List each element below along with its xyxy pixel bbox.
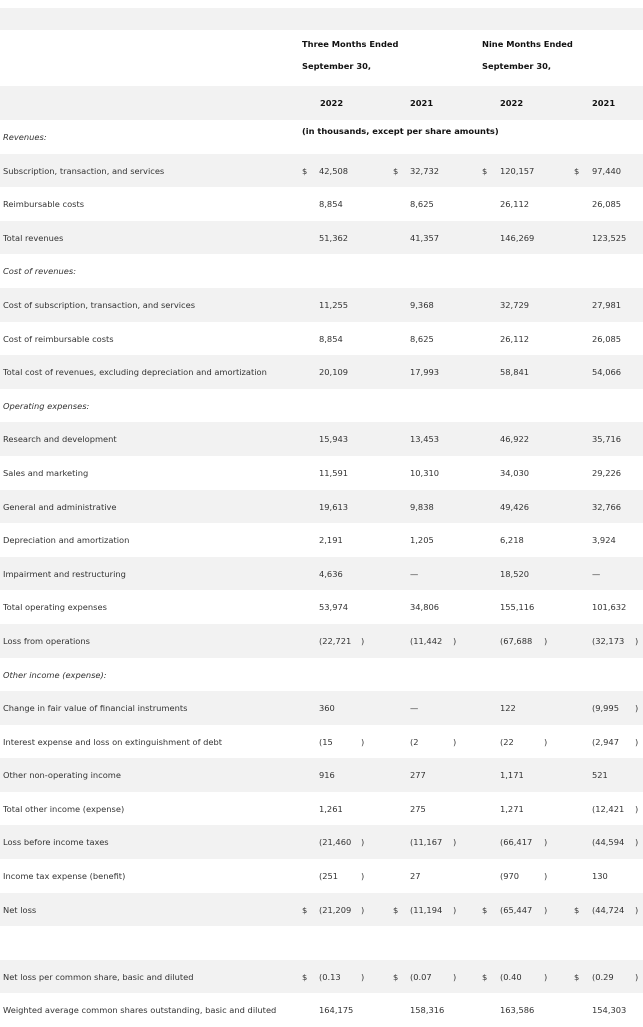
value-cell: 46,922 xyxy=(500,434,530,445)
row-label: Cost of subscription, transaction, and services xyxy=(3,299,196,310)
value-cell: 11,255 xyxy=(319,299,349,310)
currency-symbol: $ xyxy=(393,971,399,982)
row-label: Total cost of revenues, excluding depreciation and amortization xyxy=(3,367,267,378)
value-cell: 123,525 xyxy=(592,232,627,243)
closing-paren: ) xyxy=(453,971,457,982)
value-cell: (44,724 xyxy=(592,904,625,915)
value-cell: 1,205 xyxy=(410,535,434,546)
value-cell: 9,838 xyxy=(410,501,434,512)
currency-symbol: $ xyxy=(482,165,488,176)
value-cell: 20,109 xyxy=(319,367,349,378)
value-cell: (11,167 xyxy=(410,837,443,848)
value-cell: 9,368 xyxy=(410,299,434,310)
table-row xyxy=(0,187,643,221)
value-cell: (0.07 xyxy=(410,971,432,982)
value-cell: 34,806 xyxy=(410,602,440,613)
value-cell: 154,303 xyxy=(592,1005,627,1016)
section-label: Other income (expense): xyxy=(3,669,107,680)
table-row xyxy=(0,490,643,524)
currency-symbol: $ xyxy=(482,904,488,915)
row-label: Net loss xyxy=(3,904,37,915)
value-cell: (21,209 xyxy=(319,904,352,915)
value-cell: 360 xyxy=(319,703,335,714)
closing-paren: ) xyxy=(544,871,548,882)
table-row xyxy=(0,221,643,255)
section-label: Revenues: xyxy=(3,132,47,142)
three-months-header-line2: September 30, xyxy=(302,61,372,71)
value-cell: 29,226 xyxy=(592,467,622,478)
value-cell: 26,112 xyxy=(500,333,530,344)
row-label: Reimbursable costs xyxy=(3,199,85,210)
value-cell: 13,453 xyxy=(410,434,440,445)
closing-paren: ) xyxy=(361,736,365,747)
value-cell: 32,732 xyxy=(410,165,440,176)
currency-symbol: $ xyxy=(574,165,580,176)
value-cell: 19,613 xyxy=(319,501,349,512)
value-cell: 32,766 xyxy=(592,501,622,512)
value-cell: 27,981 xyxy=(592,299,622,310)
value-cell: 26,085 xyxy=(592,199,622,210)
closing-paren: ) xyxy=(635,703,639,714)
value-cell: 8,854 xyxy=(319,333,343,344)
value-cell: 27 xyxy=(410,871,421,882)
units-note: (in thousands, except per share amounts) xyxy=(302,126,499,136)
currency-symbol: $ xyxy=(574,971,580,982)
table-row xyxy=(0,825,643,859)
value-cell: 101,632 xyxy=(592,602,627,613)
value-cell: 277 xyxy=(410,770,426,781)
value-cell: 163,586 xyxy=(500,1005,535,1016)
closing-paren: ) xyxy=(544,837,548,848)
closing-paren: ) xyxy=(453,837,457,848)
row-label: Sales and marketing xyxy=(3,467,89,478)
value-cell: 1,171 xyxy=(500,770,524,781)
closing-paren: ) xyxy=(635,971,639,982)
table-row xyxy=(0,355,643,389)
value-cell: 3,924 xyxy=(592,535,616,546)
value-cell: 34,030 xyxy=(500,467,530,478)
row-label: Weighted average common shares outstanding, basic and diluted xyxy=(3,1005,277,1016)
value-cell: (22 xyxy=(500,736,514,747)
value-cell: (32,173 xyxy=(592,635,625,646)
currency-symbol: $ xyxy=(302,971,308,982)
three-months-header-line1: Three Months Ended xyxy=(302,39,399,49)
closing-paren: ) xyxy=(361,871,365,882)
row-label: Loss from operations xyxy=(3,635,90,646)
value-cell: — xyxy=(410,703,419,714)
value-cell: (65,447 xyxy=(500,904,533,915)
spacer-row xyxy=(0,926,643,960)
value-cell: 6,218 xyxy=(500,535,524,546)
table-row xyxy=(0,792,643,826)
closing-paren: ) xyxy=(635,803,639,814)
value-cell: 58,841 xyxy=(500,367,530,378)
value-cell: 275 xyxy=(410,803,426,814)
closing-paren: ) xyxy=(635,904,639,915)
value-cell: 1,261 xyxy=(319,803,343,814)
value-cell: 916 xyxy=(319,770,335,781)
table-row xyxy=(0,893,643,927)
row-label: Depreciation and amortization xyxy=(3,535,130,546)
closing-paren: ) xyxy=(453,635,457,646)
closing-paren: ) xyxy=(544,736,548,747)
value-cell: 8,625 xyxy=(410,199,434,210)
nine-months-header-line2: September 30, xyxy=(482,61,552,71)
value-cell: 521 xyxy=(592,770,608,781)
value-cell: (9,995 xyxy=(592,703,619,714)
table-row xyxy=(0,154,643,188)
value-cell: 41,357 xyxy=(410,232,440,243)
value-cell: (2 xyxy=(410,736,419,747)
currency-symbol: $ xyxy=(482,971,488,982)
value-cell: 15,943 xyxy=(319,434,349,445)
value-cell: (21,460 xyxy=(319,837,352,848)
row-label: Change in fair value of financial instruments xyxy=(3,703,188,714)
value-cell: (970 xyxy=(500,871,520,882)
closing-paren: ) xyxy=(361,904,365,915)
row-label: Research and development xyxy=(3,434,117,445)
closing-paren: ) xyxy=(361,837,365,848)
value-cell: (0.40 xyxy=(500,971,522,982)
table-row xyxy=(0,859,643,893)
value-cell: 130 xyxy=(592,871,608,882)
row-label: Income tax expense (benefit) xyxy=(3,871,126,882)
value-cell: (0.13 xyxy=(319,971,341,982)
table-row xyxy=(0,960,643,994)
currency-symbol: $ xyxy=(302,904,308,915)
value-cell: (251 xyxy=(319,871,339,882)
value-cell: (15 xyxy=(319,736,333,747)
year-header-row xyxy=(0,86,643,120)
table-row xyxy=(0,993,643,1027)
currency-symbol: $ xyxy=(302,165,308,176)
value-cell: 2,191 xyxy=(319,535,343,546)
closing-paren: ) xyxy=(361,971,365,982)
value-cell: 1,271 xyxy=(500,803,524,814)
value-cell: (44,594 xyxy=(592,837,625,848)
value-cell: 155,116 xyxy=(500,602,535,613)
row-label: Loss before income taxes xyxy=(3,837,109,848)
value-cell: 4,636 xyxy=(319,568,343,579)
header-row xyxy=(0,30,643,86)
section-header-row xyxy=(0,120,643,154)
closing-paren: ) xyxy=(544,635,548,646)
value-cell: 49,426 xyxy=(500,501,530,512)
value-cell: 53,974 xyxy=(319,602,349,613)
row-label: Total revenues xyxy=(3,232,64,243)
value-cell: 8,854 xyxy=(319,199,343,210)
value-cell: 51,362 xyxy=(319,232,349,243)
closing-paren: ) xyxy=(635,837,639,848)
currency-symbol: $ xyxy=(574,904,580,915)
value-cell: 8,625 xyxy=(410,333,434,344)
value-cell: (2,947 xyxy=(592,736,619,747)
row-label: Impairment and restructuring xyxy=(3,568,126,579)
closing-paren: ) xyxy=(361,635,365,646)
section-header-row xyxy=(0,389,643,423)
section-header-row xyxy=(0,254,643,288)
section-label: Operating expenses: xyxy=(3,400,90,411)
value-cell: 35,716 xyxy=(592,434,622,445)
value-cell: — xyxy=(410,568,419,579)
table-row xyxy=(0,691,643,725)
value-cell: 11,591 xyxy=(319,467,349,478)
table-row xyxy=(0,557,643,591)
nine-months-header-line1: Nine Months Ended xyxy=(482,39,573,49)
value-cell: (11,194 xyxy=(410,904,443,915)
row-label: Total operating expenses xyxy=(3,602,107,613)
row-label: General and administrative xyxy=(3,501,117,512)
value-cell: 97,440 xyxy=(592,165,622,176)
year-3m-prior: 2021 xyxy=(410,98,434,108)
value-cell: 26,085 xyxy=(592,333,622,344)
value-cell: (22,721 xyxy=(319,635,352,646)
value-cell: 17,993 xyxy=(410,367,440,378)
table-row xyxy=(0,322,643,356)
value-cell: (11,442 xyxy=(410,635,443,646)
value-cell: 42,508 xyxy=(319,165,349,176)
closing-paren: ) xyxy=(544,971,548,982)
table-row xyxy=(0,523,643,557)
value-cell: 18,520 xyxy=(500,568,530,579)
value-cell: 122 xyxy=(500,703,516,714)
table-row xyxy=(0,456,643,490)
year-3m-current: 2022 xyxy=(320,98,344,108)
table-row xyxy=(0,590,643,624)
value-cell: (67,688 xyxy=(500,635,533,646)
row-label: Other non-operating income xyxy=(3,770,121,781)
row-label: Interest expense and loss on extinguishment of debt xyxy=(3,736,223,747)
value-cell: (0.29 xyxy=(592,971,614,982)
value-cell: (12,421 xyxy=(592,803,625,814)
table-row xyxy=(0,288,643,322)
year-9m-current: 2022 xyxy=(500,98,524,108)
table-row xyxy=(0,422,643,456)
table-row xyxy=(0,624,643,658)
year-9m-prior: 2021 xyxy=(592,98,616,108)
value-cell: 120,157 xyxy=(500,165,535,176)
value-cell: (66,417 xyxy=(500,837,533,848)
currency-symbol: $ xyxy=(393,165,399,176)
section-header-row xyxy=(0,658,643,692)
closing-paren: ) xyxy=(544,904,548,915)
top-band xyxy=(0,8,643,30)
table-row xyxy=(0,725,643,759)
value-cell: — xyxy=(592,568,601,579)
row-label: Cost of reimbursable costs xyxy=(3,333,114,344)
closing-paren: ) xyxy=(635,635,639,646)
value-cell: 54,066 xyxy=(592,367,622,378)
row-label: Total other income (expense) xyxy=(3,803,125,814)
closing-paren: ) xyxy=(635,736,639,747)
value-cell: 10,310 xyxy=(410,467,440,478)
value-cell: 158,316 xyxy=(410,1005,445,1016)
value-cell: 26,112 xyxy=(500,199,530,210)
row-label: Subscription, transaction, and services xyxy=(3,165,165,176)
table-row xyxy=(0,758,643,792)
section-label: Cost of revenues: xyxy=(3,266,76,277)
value-cell: 146,269 xyxy=(500,232,535,243)
closing-paren: ) xyxy=(453,736,457,747)
closing-paren: ) xyxy=(453,904,457,915)
row-label: Net loss per common share, basic and diluted xyxy=(3,971,194,982)
value-cell: 32,729 xyxy=(500,299,530,310)
value-cell: 164,175 xyxy=(319,1005,354,1016)
currency-symbol: $ xyxy=(393,904,399,915)
